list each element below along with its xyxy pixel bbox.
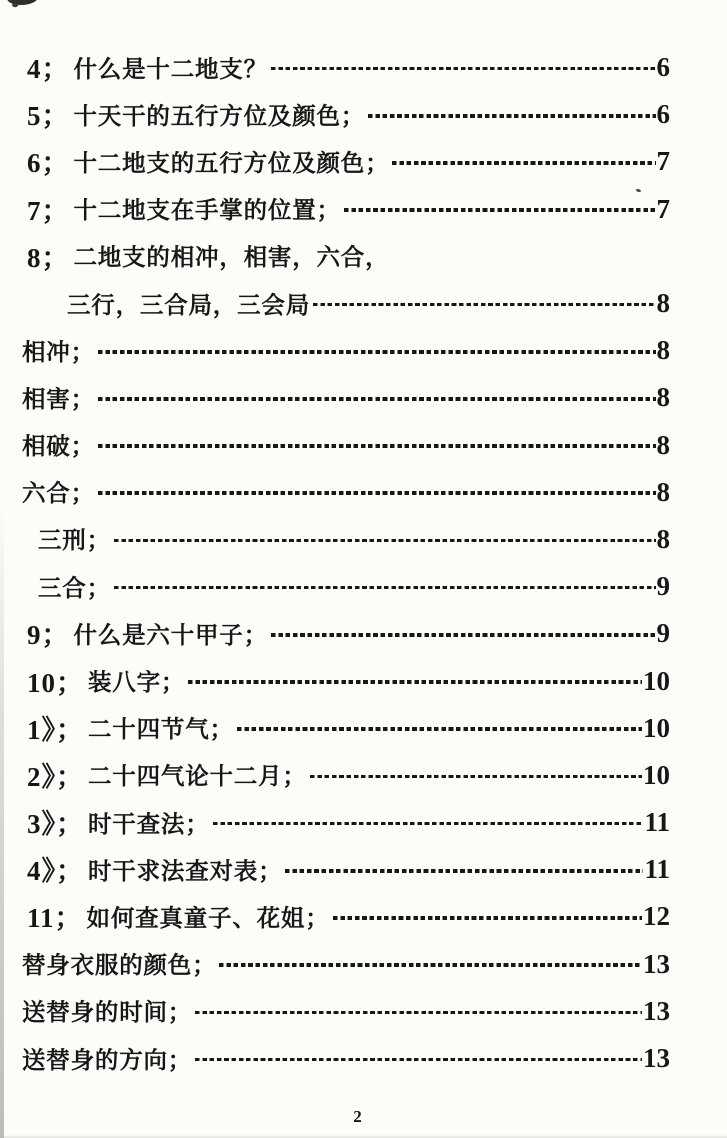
toc-entry-page-number: 13: [643, 948, 670, 979]
toc-entry-number: 6；: [27, 148, 70, 179]
toc-entry: [0, 279, 727, 326]
toc-entry-label: 替身衣服的颜色；: [22, 952, 217, 979]
toc-entry-label: 装八字；: [88, 669, 186, 696]
dotted-leader: [98, 444, 656, 448]
toc-entry-page-number: 8: [656, 335, 670, 366]
dotted-leader: [98, 491, 656, 495]
dotted-leader: [333, 916, 642, 920]
dotted-leader: [368, 114, 655, 118]
toc-entry-label: 送替身的时间；: [22, 999, 193, 1026]
toc-entry-page-number: 7: [656, 193, 670, 224]
toc-entry-number: 5；: [27, 101, 70, 132]
toc-entry-page-number: 7: [656, 146, 670, 177]
scan-smudge-artifact: [7, 0, 38, 5]
toc-entry-page-number: 8: [656, 523, 670, 554]
dotted-leader: [114, 586, 656, 590]
toc-entry-number: 3》；: [27, 809, 84, 840]
toc-entry: [0, 137, 727, 184]
toc-entry: [0, 704, 727, 751]
toc-entry-page-number: 8: [656, 429, 670, 460]
toc-entry-page-number: 11: [644, 854, 670, 885]
dotted-leader: [344, 208, 656, 212]
toc-entry-label: 二十四气论十二月；: [88, 763, 307, 790]
toc-entry-label: 十二地支在手掌的位置；: [73, 197, 341, 224]
toc-entry-label: 十二地支的五行方位及颜色；: [73, 149, 390, 176]
dotted-leader: [195, 1058, 642, 1062]
toc-entry-number: 4》；: [27, 856, 84, 887]
scan-edge-shadow-left: [0, 500, 4, 1138]
dotted-leader: [313, 303, 656, 307]
toc-entry-label: 什么是六十甲子；: [73, 621, 268, 648]
toc-entry-page-number: 13: [643, 1043, 670, 1074]
dotted-leader: [219, 963, 642, 967]
dotted-leader: [237, 727, 642, 731]
toc-entry-label: 六合；: [22, 480, 95, 507]
toc-entry: [0, 1034, 727, 1081]
toc-entry: [0, 751, 727, 798]
toc-entry: [0, 798, 727, 845]
toc-entry-page-number: 10: [643, 759, 670, 790]
toc-entry-number: 7；: [27, 195, 70, 226]
toc-entry: [0, 326, 727, 373]
toc-list: [0, 43, 727, 1081]
toc-entry-number: 11；: [27, 903, 83, 934]
toc-entry-label: 相害；: [22, 385, 95, 412]
toc-entry: [0, 892, 727, 939]
toc-entry: [0, 515, 727, 562]
toc-entry-label: 三行，三合局，三会局: [67, 291, 310, 318]
toc-entry-page-number: 9: [656, 618, 670, 649]
toc-entry: [0, 185, 727, 232]
toc-entry-label: 三刑；: [38, 527, 111, 554]
toc-entry: [0, 43, 727, 90]
toc-entry: [0, 373, 727, 420]
toc-entry-page-number: 8: [656, 382, 670, 413]
toc-entry-page-number: 8: [656, 476, 670, 507]
dotted-leader: [285, 869, 643, 873]
toc-entry: [0, 90, 727, 137]
dotted-leader: [392, 161, 655, 165]
dotted-leader: [271, 67, 656, 71]
toc-entry-number: 1》；: [27, 714, 84, 745]
toc-entry: [0, 845, 727, 892]
toc-entry-label: 如何查真童子、花姐；: [86, 904, 330, 931]
dotted-leader: [188, 680, 642, 684]
toc-entry: [0, 562, 727, 609]
toc-entry-page-number: 8: [656, 288, 670, 319]
toc-entry: [0, 987, 727, 1034]
dotted-leader: [310, 775, 642, 779]
toc-entry: [0, 609, 727, 656]
toc-entry-label: 相冲；: [22, 338, 95, 365]
toc-entry-label: 时干求法查对表；: [88, 857, 283, 884]
toc-entry-number: 8；: [27, 242, 70, 273]
toc-entry: [0, 656, 727, 703]
toc-entry-label: 二十四节气；: [88, 716, 234, 743]
toc-entry-label: 十天干的五行方位及颜色；: [73, 102, 366, 129]
toc-entry-number: 2》；: [27, 761, 84, 792]
dotted-leader: [98, 350, 656, 354]
toc-entry-page-number: 6: [656, 52, 670, 83]
toc-entry-page-number: 12: [643, 901, 670, 932]
toc-entry-number: 4；: [27, 54, 70, 85]
toc-entry-label: 相破；: [22, 433, 95, 460]
toc-entry-page-number: 11: [644, 807, 670, 838]
toc-entry-page-number: 10: [643, 665, 670, 696]
page-footer-number: 2: [353, 1107, 362, 1126]
dotted-leader: [98, 397, 656, 401]
dotted-leader: [114, 539, 656, 543]
toc-entry-page-number: 9: [656, 571, 670, 602]
toc-entry-page-number: 6: [656, 99, 670, 130]
toc-entry-number: 9；: [27, 620, 70, 651]
toc-entry-number: 10；: [27, 667, 84, 698]
toc-entry-label: 什么是十二地支？: [73, 55, 268, 82]
toc-entry: [0, 232, 727, 279]
toc-entry: [0, 940, 727, 987]
toc-entry-label: 送替身的方向；: [22, 1046, 193, 1073]
toc-entry-page-number: 10: [643, 712, 670, 743]
dotted-leader: [271, 633, 656, 637]
dotted-leader: [195, 1011, 642, 1015]
toc-entry-page-number: 13: [643, 995, 670, 1026]
toc-entry: [0, 468, 727, 515]
toc-entry-label: 三合；: [38, 574, 111, 601]
dotted-leader: [213, 822, 644, 826]
toc-entry-label: 二地支的相冲，相害，六合，: [73, 244, 390, 271]
toc-entry: [0, 421, 727, 468]
toc-entry-label: 时干查法；: [88, 810, 210, 837]
